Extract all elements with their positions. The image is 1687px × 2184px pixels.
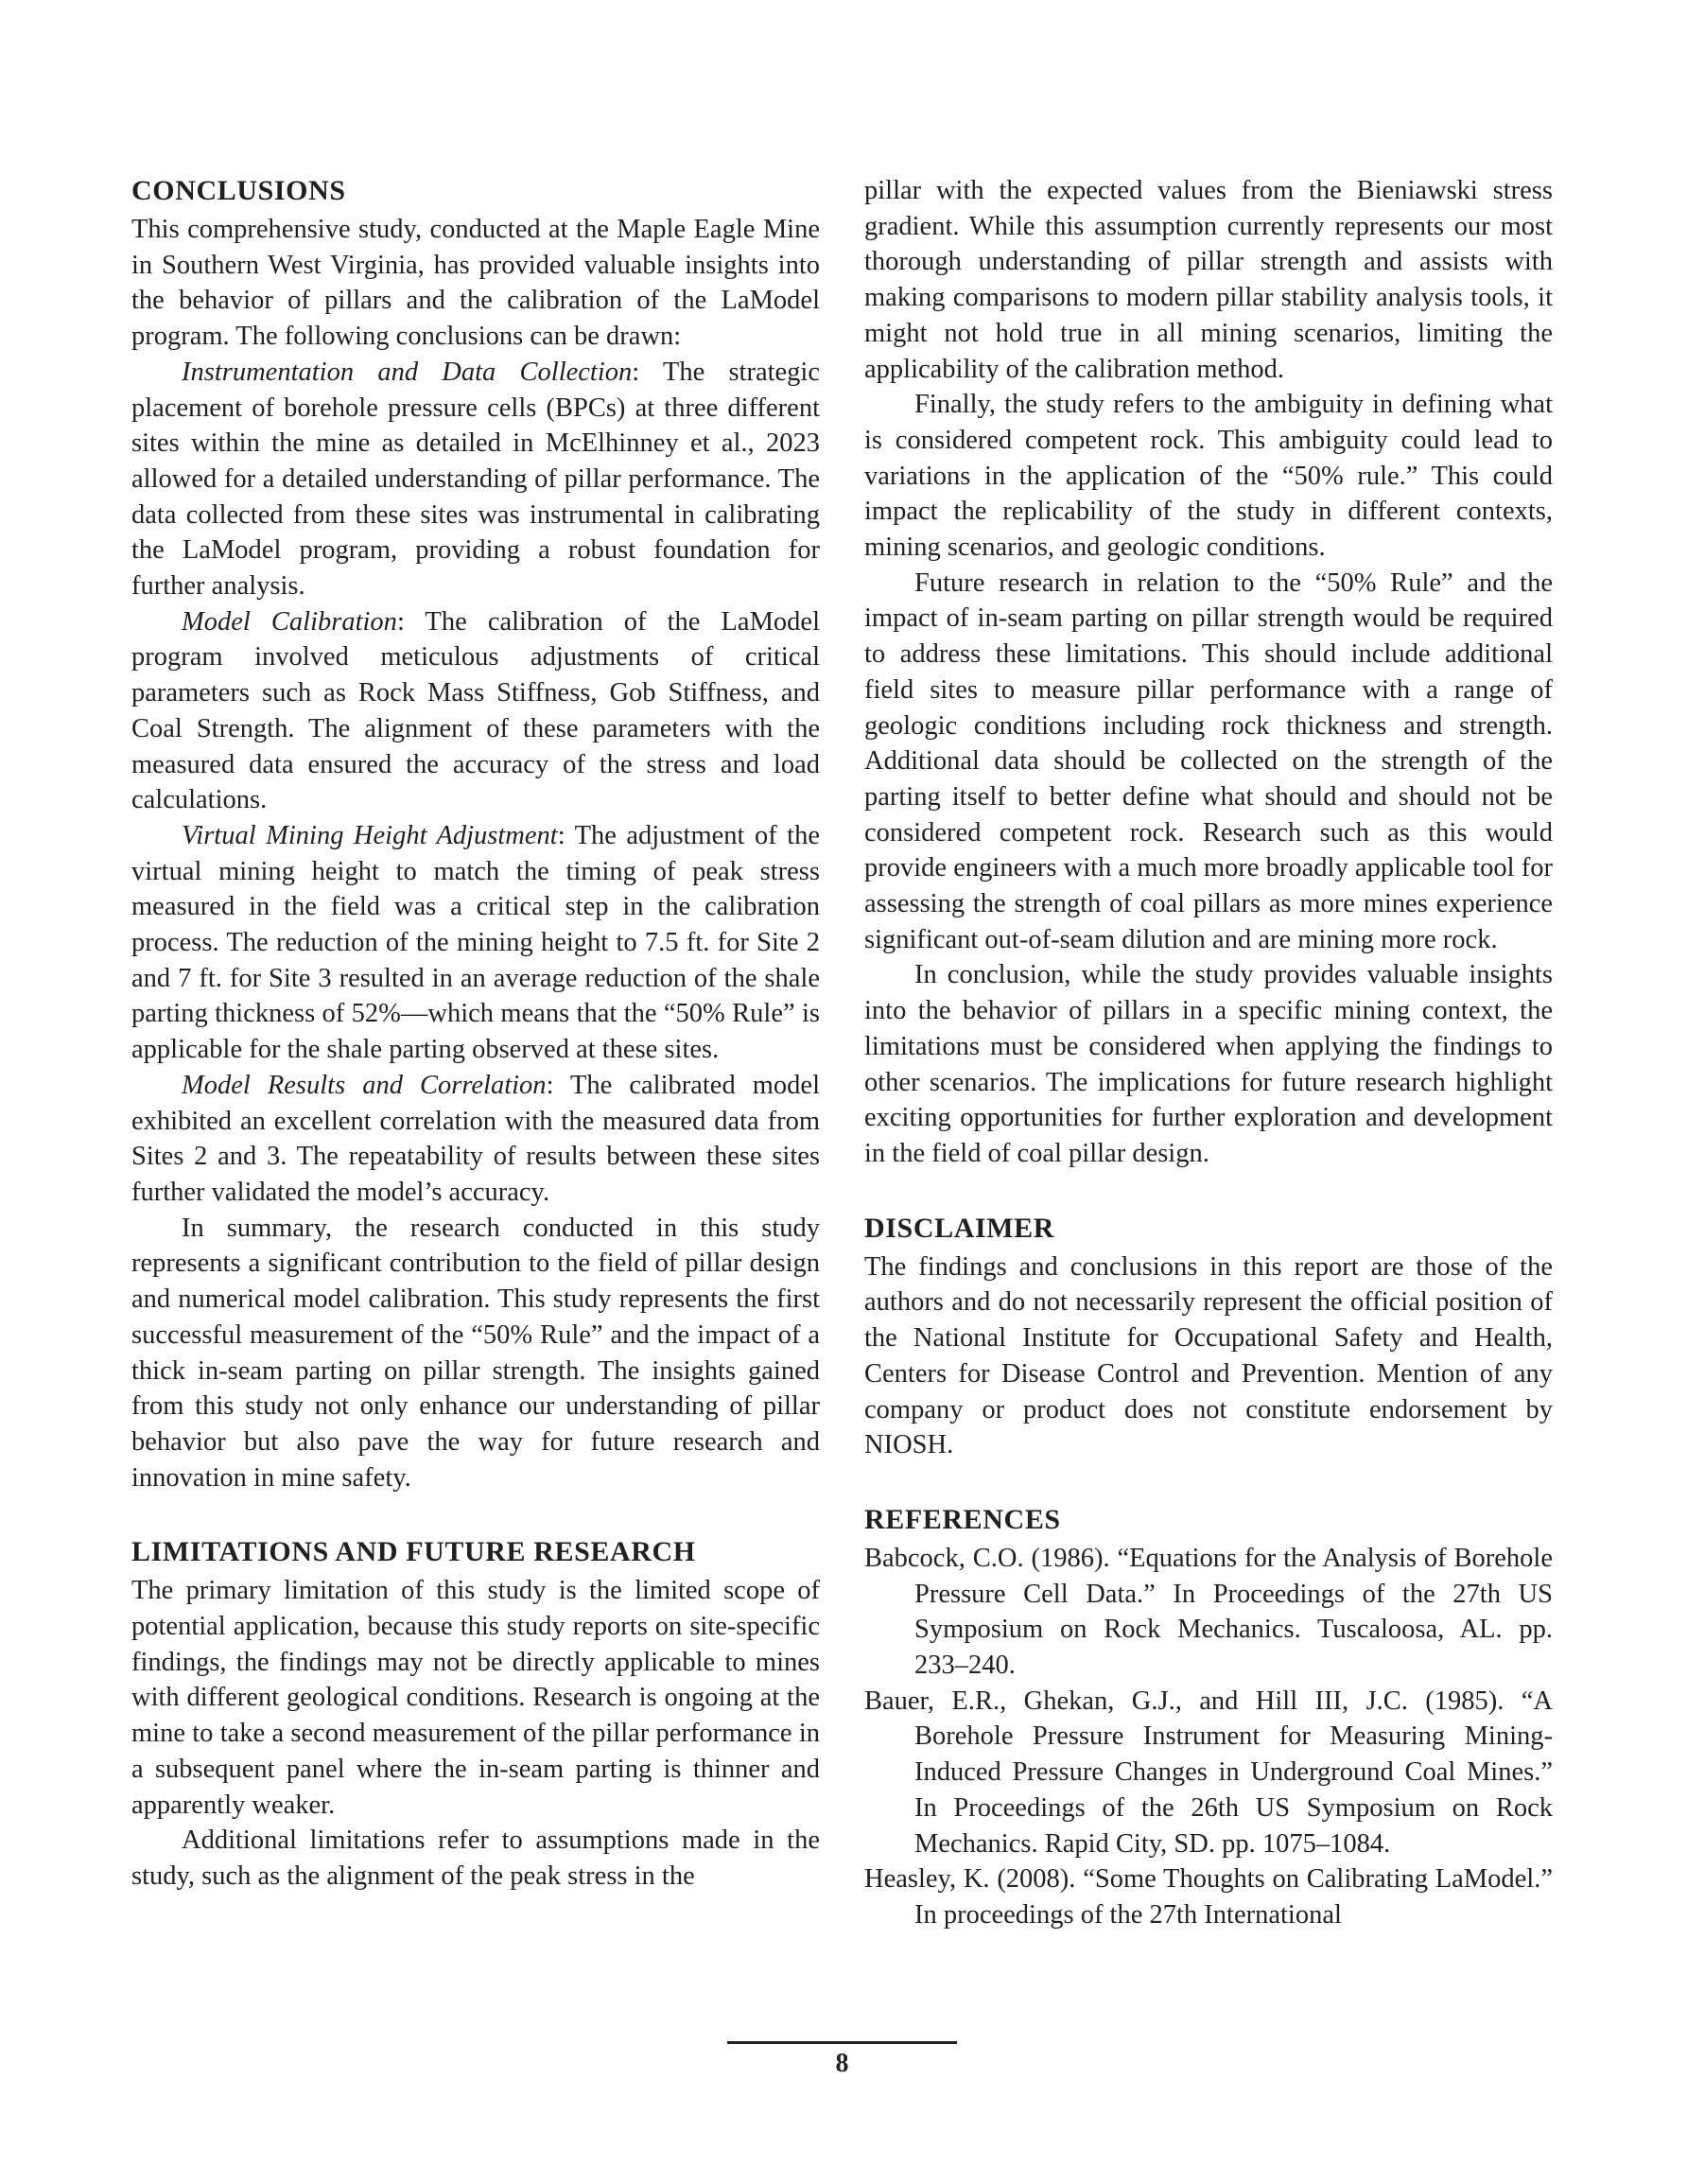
conclusions-intro: This comprehensive study, conducted at the Maple Eagle Mine in Southern West Virginia, has provided valuable insights into the behavior of pillars and the calibration of the LaModel program. The following conclusions can be drawn: xyxy=(131,215,820,352)
disclaimer-text: The findings and conclusions in this report are those of the authors and do not necessarily represent the official position of the National Institute for Occupational Safety and Health, Centers for Disease Control and Prevention. Mention of any company or product does not constitute endorsement by NIOSH. xyxy=(864,1251,1553,1460)
conclusion-item-text: : The adjustment of the virtual mining height to match the timing of peak stress measured in the field was a critical step in the calibration process. The reduction of the mining height to 7.5 ft. for Site 2 and 7 ft. for Site 3 resulted in an average reduction of the shale parting thickness of 52%—which means that the “50% Rule” is applicable for the shale parting observed at these sites. xyxy=(131,820,820,1065)
limitations-paragraph: The primary limitation of this study is the limited scope of potential application, because this study reports on site-specific findings, the findings may not be directly applicable to mines with different geological conditions. Research is ongoing at the mine to take a second measurement of the pillar performance in a subsequent panel where the in-seam parting is thinner and apparently weaker. xyxy=(131,1576,820,1820)
conclusion-item-lead: Instrumentation and Data Collection xyxy=(182,357,633,387)
conclusion-item-text: : The strategic placement of borehole pressure cells (BPCs) at three different sites within the mine as detailed in McElhinney et al., 2023 allowed for a detailed understanding of pillar performance. The data collected from these sites was instrumental in calibrating the LaModel program, providing a robust foundation for further analysis. xyxy=(131,357,821,602)
conclusion-item-instrumentation xyxy=(131,355,820,604)
conclusion-item-calibration xyxy=(131,604,820,818)
conclusion-item-results xyxy=(131,1068,820,1211)
reference-item: Bauer, E.R., Ghekan, G.J., and Hill III, J.C. (1985). “A Borehole Pressure Instrument for Measuring Mining-Induced Pressure Changes in Underground Coal Mines.” In Proceedings of the 26th US Symposium on Rock Mechanics. Rapid City, SD. pp. 1075–1084. xyxy=(864,1686,1553,1859)
reference-item: Heasley, K. (2008). “Some Thoughts on Calibrating LaModel.” In proceedings of the 27th International xyxy=(864,1864,1553,1930)
future-research-paragraph: Future research in relation to the “50% Rule” and the impact of in-seam parting on pillar strength would be required to address these limitations. This should include additional field sites to measure pillar performance with a range of geologic conditions including rock thickness and strength. Additional data should be collected on the strength of the parting itself to better define what should and should not be considered competent rock. Research such as this would provide engineers with a much more broadly applicable tool for assessing the strength of coal pillars as more mines experience significant out-of-seam dilution and are mining more rock. xyxy=(864,568,1553,954)
limitations-paragraph: Additional limitations refer to assumptions made in the study, such as the alignment of the peak stress in the xyxy=(131,1826,820,1891)
footer-rule xyxy=(727,2041,957,2044)
section-spacer xyxy=(864,1172,1553,1211)
page-number: 8 xyxy=(835,2049,849,2078)
left-column xyxy=(131,173,820,1895)
conclusion-item-lead: Model Results and Correlation xyxy=(182,1070,547,1100)
conclusion-item-lead: Virtual Mining Height Adjustment xyxy=(182,820,558,850)
conclusions-heading: CONCLUSIONS xyxy=(131,175,346,206)
conclusion-item-lead: Model Calibration xyxy=(182,606,397,637)
disclaimer-heading: DISCLAIMER xyxy=(864,1212,1055,1244)
limitations-heading: LIMITATIONS AND FUTURE RESEARCH xyxy=(131,1536,696,1568)
conclusions-summary: In summary, the research conducted in this study represents a significant contribution to the field of pillar design and numerical model calibration. This study represents the first successful measurement of the “50% Rule” and the impact of a thick in-seam parting on pillar strength. The insights gained from this study not only enhance our understanding of pillar behavior but also pave the way for future research and innovation in mine safety. xyxy=(131,1213,820,1493)
limitations-paragraph-continued: pillar with the expected values from the Bieniawski stress gradient. While this assumption currently represents our most thorough understanding of pillar strength and assists with making comparisons to modern pillar stability analysis tools, it might not hold true in all mining scenarios, limiting the applicability of the calibration method. xyxy=(864,176,1553,384)
reference-item: Babcock, C.O. (1986). “Equations for the Analysis of Borehole Pressure Cell Data.” In Proceedings of the 27th US Symposium on Rock Mechanics. Tuscaloosa, AL. pp. 233–240. xyxy=(864,1543,1553,1681)
right-column xyxy=(864,173,1553,1933)
conclusion-item-text: : The calibrated model exhibited an excellent correlation with the measured data from Sites 2 and 3. The repeatability of results between these sites further validated the model’s accuracy. xyxy=(131,1070,820,1207)
conclusion-item-mining-height xyxy=(131,818,820,1068)
limitations-paragraph: Finally, the study refers to the ambiguity in defining what is considered competent rock. This ambiguity could lead to variations in the application of the “50% rule.” This could impact the replicability of the study in different contexts, mining scenarios, and geologic conditions. xyxy=(864,390,1553,563)
references-heading: REFERENCES xyxy=(864,1503,1061,1535)
section-spacer xyxy=(864,1463,1553,1502)
section-spacer xyxy=(131,1495,820,1534)
conclusion-paragraph: In conclusion, while the study provides valuable insights into the behavior of pillars in a specific mining context, the limitations must be considered when applying the findings to other scenarios. The implications for future research highlight exciting opportunities for further exploration and development in the field of coal pillar design. xyxy=(864,960,1553,1168)
conclusion-item-text: : The calibration of the LaModel program involved meticulous adjustments of critical parameters such as Rock Mass Stiffness, Gob Stiffness, and Coal Strength. The alignment of these parameters with the measured data ensured the accuracy of the stress and load calculations. xyxy=(131,606,820,815)
